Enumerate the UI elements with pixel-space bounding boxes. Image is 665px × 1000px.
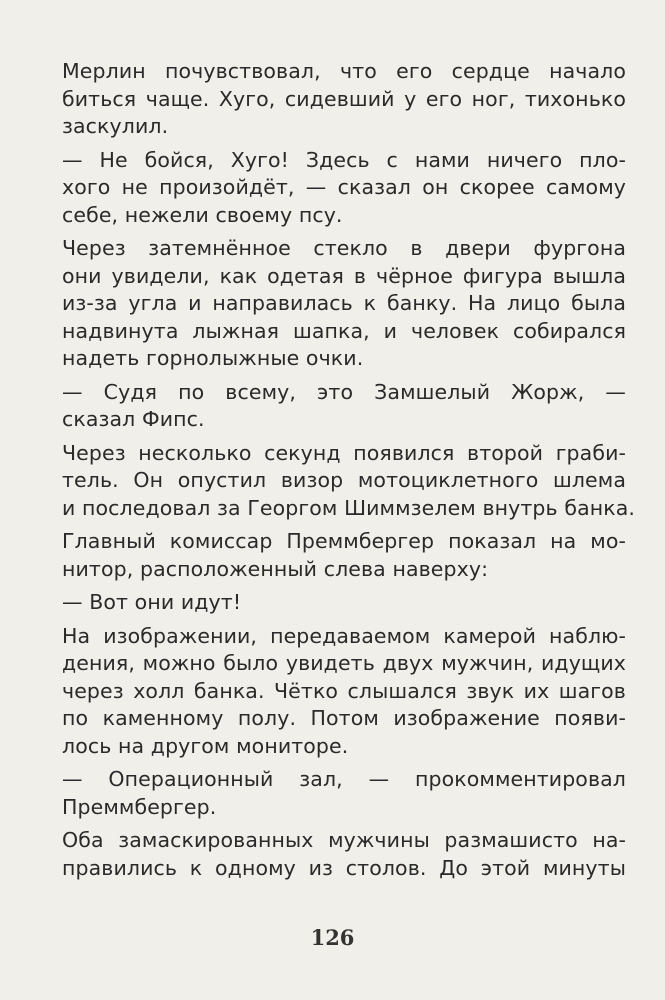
paragraph xyxy=(62,440,636,523)
text-line: — Судя по всему, это Замшелый Жорж, — xyxy=(62,379,626,404)
paragraph xyxy=(62,766,626,821)
paragraph xyxy=(62,528,626,583)
text-line: Через несколько секунд появился второй граби- xyxy=(62,440,626,465)
text-line: надеть горнолыжные очки. xyxy=(62,346,364,370)
text-line: Оба замаскированных мужчины размашисто на- xyxy=(62,828,626,852)
text-line: биться чаще. Хуго, сидевший у его ног, тихонько xyxy=(62,86,626,111)
paragraph xyxy=(62,235,626,373)
text-line: Преммбергер. xyxy=(62,794,217,819)
text-line: через холл банка. Чётко слышался звук их шагов xyxy=(62,678,626,703)
text-line: На изображении, передаваемом камерой наблю- xyxy=(62,623,626,648)
text-line: они увидели, как одетая в чёрное фигура вышла xyxy=(62,263,626,288)
paragraph xyxy=(62,623,626,761)
text-line: сказал Фипс. xyxy=(62,407,205,431)
paragraph xyxy=(62,589,626,617)
text-line: заскулил. xyxy=(62,114,169,138)
text-line: правились к одному из столов. До этой минуты xyxy=(62,855,626,880)
paragraph xyxy=(62,147,626,230)
text-line: из-за угла и направилась к банку. На лицо была xyxy=(62,291,626,315)
text-line: лось на другом мониторе. xyxy=(62,733,349,758)
text-line: надвинута лыжная шапка, и человек собирался xyxy=(62,318,626,343)
text-line: и последовал за Георгом Шиммзелем внутрь банка. xyxy=(62,495,636,520)
text-line: Через затемнённое стекло в двери фургона xyxy=(62,236,626,260)
paragraph xyxy=(62,827,626,882)
text-line: себе, нежели своему псу. xyxy=(62,202,343,227)
text-line: — Не бойся, Хуго! Здесь с нами ничего пло- xyxy=(62,147,626,172)
text-line: хого не произойдёт, — сказал он скорее самому xyxy=(62,175,626,199)
paragraph xyxy=(62,379,626,434)
paragraph xyxy=(62,58,626,141)
text-line: Мерлин почувствовал, что его сердце начало xyxy=(62,59,626,83)
text-line: Главный комиссар Преммбергер показал на мо- xyxy=(62,529,626,553)
body-text xyxy=(62,58,636,888)
text-line: нитор, расположенный слева наверху: xyxy=(62,556,489,581)
text-line: дения, можно было увидеть двух мужчин, идущих xyxy=(62,651,626,675)
text-line: — Операционный зал, — прокомментировал xyxy=(62,767,626,791)
page-number: 126 xyxy=(310,925,355,950)
text-line: по каменному полу. Потом изображение появи- xyxy=(62,706,626,730)
text-line: тель. Он опустил визор мотоциклетного шлема xyxy=(62,468,626,492)
text-line: — Вот они идут! xyxy=(62,590,242,614)
